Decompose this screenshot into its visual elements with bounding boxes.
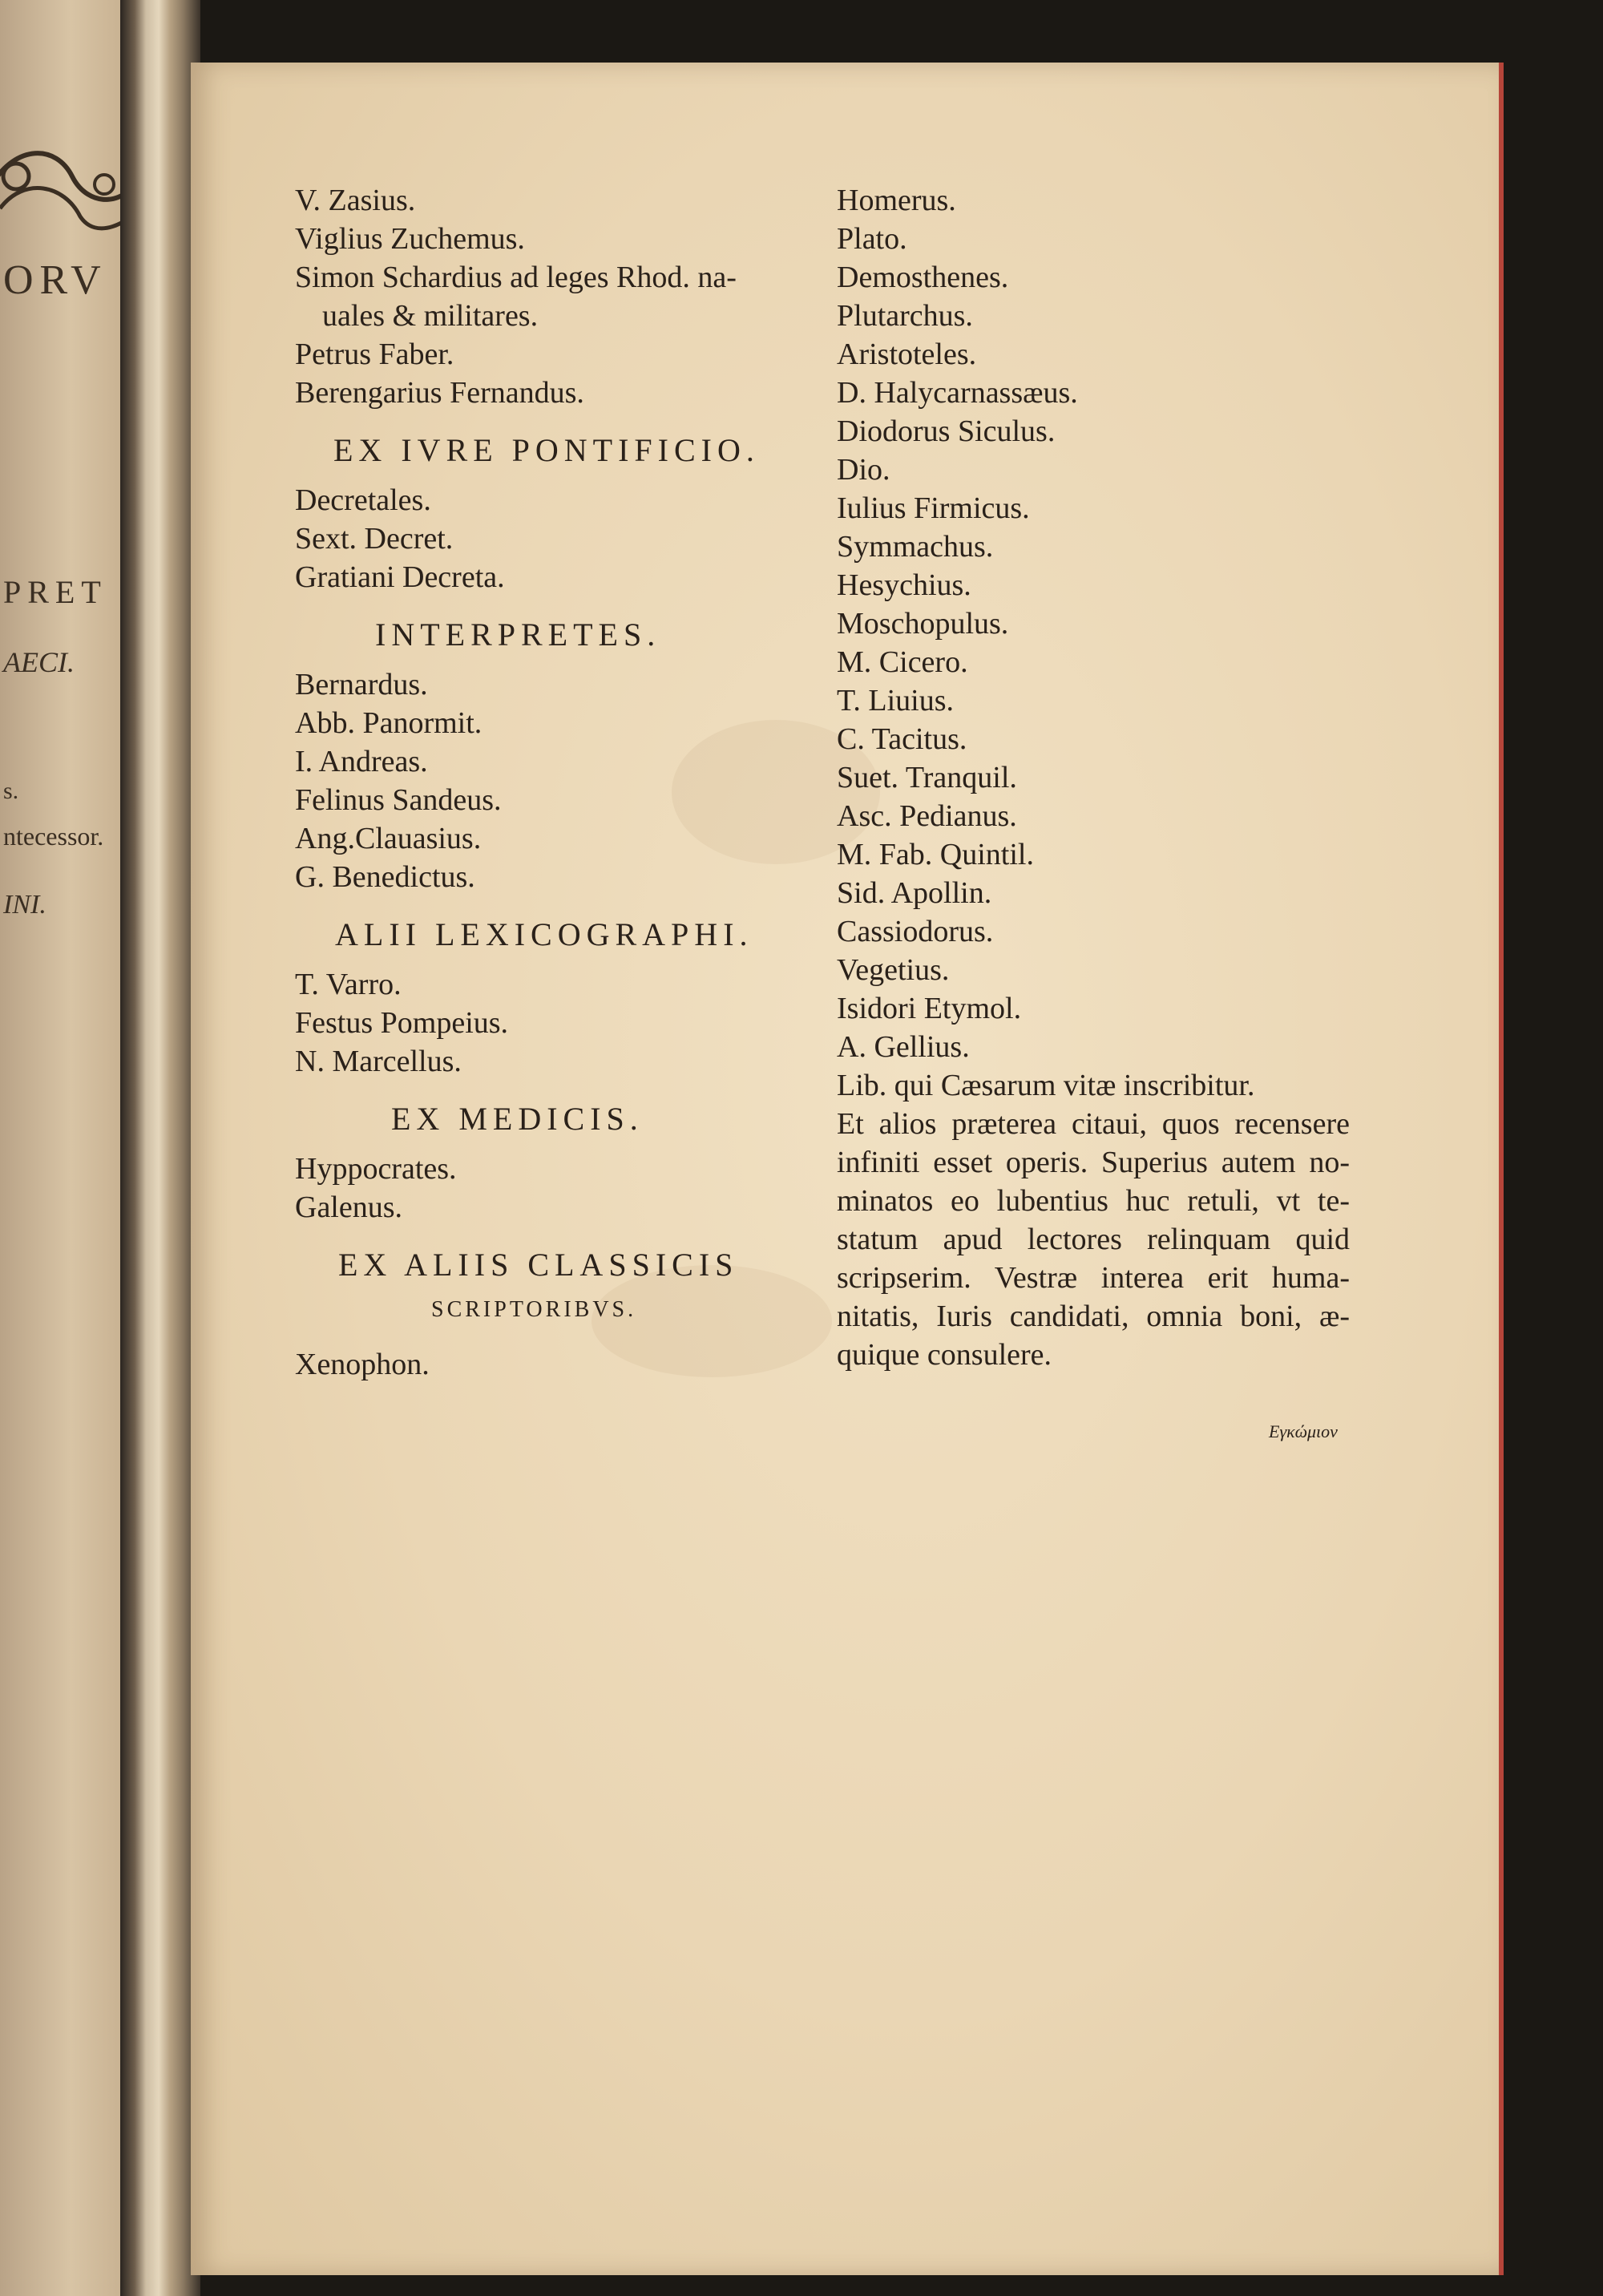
list-item: A. Gellius. (837, 1030, 970, 1064)
list-item: Symmachus. (837, 530, 994, 564)
list-item: N. Marcellus. (295, 1045, 462, 1078)
paragraph-line: statum apud lectores relinquam quid (837, 1223, 1350, 1256)
section-heading: INTERPRETES. (375, 616, 661, 653)
list-item: Dio. (837, 453, 890, 487)
paragraph-line: Et alios præterea citaui, quos recensere (837, 1107, 1350, 1141)
list-item: Moschopulus. (837, 607, 1009, 641)
list-item: I. Andreas. (295, 745, 428, 778)
list-item: M. Cicero. (837, 645, 968, 679)
list-item: T. Liuius. (837, 684, 955, 718)
list-item: Galenus. (295, 1190, 403, 1224)
paragraph-line: quique consulere. (837, 1338, 1052, 1372)
list-item: Plutarchus. (837, 299, 973, 333)
list-item: Petrus Faber. (295, 338, 454, 371)
left-fragment: PRET (3, 574, 107, 610)
paragraph-line: scripserim. Vestræ interea erit huma- (837, 1261, 1350, 1295)
list-item: Aristoteles. (837, 338, 977, 371)
left-fragment: ntecessor. (3, 822, 104, 851)
section-heading: EX ALIIS CLASSICIS (338, 1247, 739, 1283)
book-page (191, 63, 1504, 2275)
catchword: Εγκώμιον (1269, 1421, 1338, 1441)
list-item: Cassiodorus. (837, 915, 994, 948)
paragraph-line: minatos eo lubentius huc retuli, vt te- (837, 1184, 1350, 1218)
list-item: Demosthenes. (837, 261, 1009, 294)
left-fragment: ORV (3, 257, 107, 303)
list-item: Hyppocrates. (295, 1152, 457, 1186)
paragraph-line: nitatis, Iuris candidati, omnia boni, æ- (837, 1300, 1350, 1333)
section-heading: ALII LEXICOGRAPHI. (335, 916, 753, 952)
list-item: Viglius Zuchemus. (295, 222, 525, 256)
list-item: Gratiani Decreta. (295, 560, 505, 594)
list-item: Asc. Pedianus. (837, 799, 1017, 833)
list-item: Berengarius Fernandus. (295, 376, 584, 410)
left-facing-page (0, 0, 128, 2296)
list-item: Felinus Sandeus. (295, 783, 502, 817)
paragraph-line: infiniti esset operis. Superius autem no- (837, 1146, 1350, 1179)
list-item: Iulius Firmicus. (837, 491, 1030, 525)
left-fragment: INI. (3, 890, 46, 920)
list-item: Diodorus Siculus. (837, 414, 1056, 448)
list-item: G. Benedictus. (295, 860, 475, 894)
list-item: C. Tacitus. (837, 722, 967, 756)
list-item: Sext. Decret. (295, 522, 454, 556)
list-item: Bernardus. (295, 668, 428, 701)
section-heading: EX IVRE PONTIFICIO. (333, 432, 760, 468)
list-item: Festus Pompeius. (295, 1006, 509, 1040)
list-item: V. Zasius. (295, 184, 416, 217)
section-subheading: SCRIPTORIBVS. (431, 1297, 637, 1322)
list-item: Homerus. (837, 184, 956, 217)
list-item: D. Halycarnassæus. (837, 376, 1078, 410)
right-column (837, 181, 1558, 1374)
list-item: Simon Schardius ad leges Rhod. na- (295, 261, 737, 294)
section-heading: EX MEDICIS. (391, 1101, 644, 1137)
left-fragment: AECI. (3, 646, 75, 678)
list-item: Lib. qui Cæsarum vitæ inscribitur. (837, 1069, 1255, 1102)
list-item: Sid. Apollin. (837, 876, 992, 910)
list-item: Hesychius. (837, 568, 971, 602)
list-item: M. Fab. Quintil. (837, 838, 1034, 871)
list-item: Suet. Tranquil. (837, 761, 1017, 794)
book-gutter (120, 0, 200, 2296)
ornament-icon (0, 128, 128, 249)
left-fragment: s. (3, 778, 19, 804)
list-item: Plato. (837, 222, 907, 256)
list-item: uales & militares. (322, 299, 539, 333)
list-item: Abb. Panormit. (295, 706, 483, 740)
list-item: Decretales. (295, 483, 431, 517)
list-item: Vegetius. (837, 953, 950, 987)
list-item: Isidori Etymol. (837, 992, 1022, 1025)
list-item: T. Varro. (295, 968, 402, 1001)
list-item: Xenophon. (295, 1348, 430, 1381)
list-item: Ang.Clauasius. (295, 822, 482, 855)
